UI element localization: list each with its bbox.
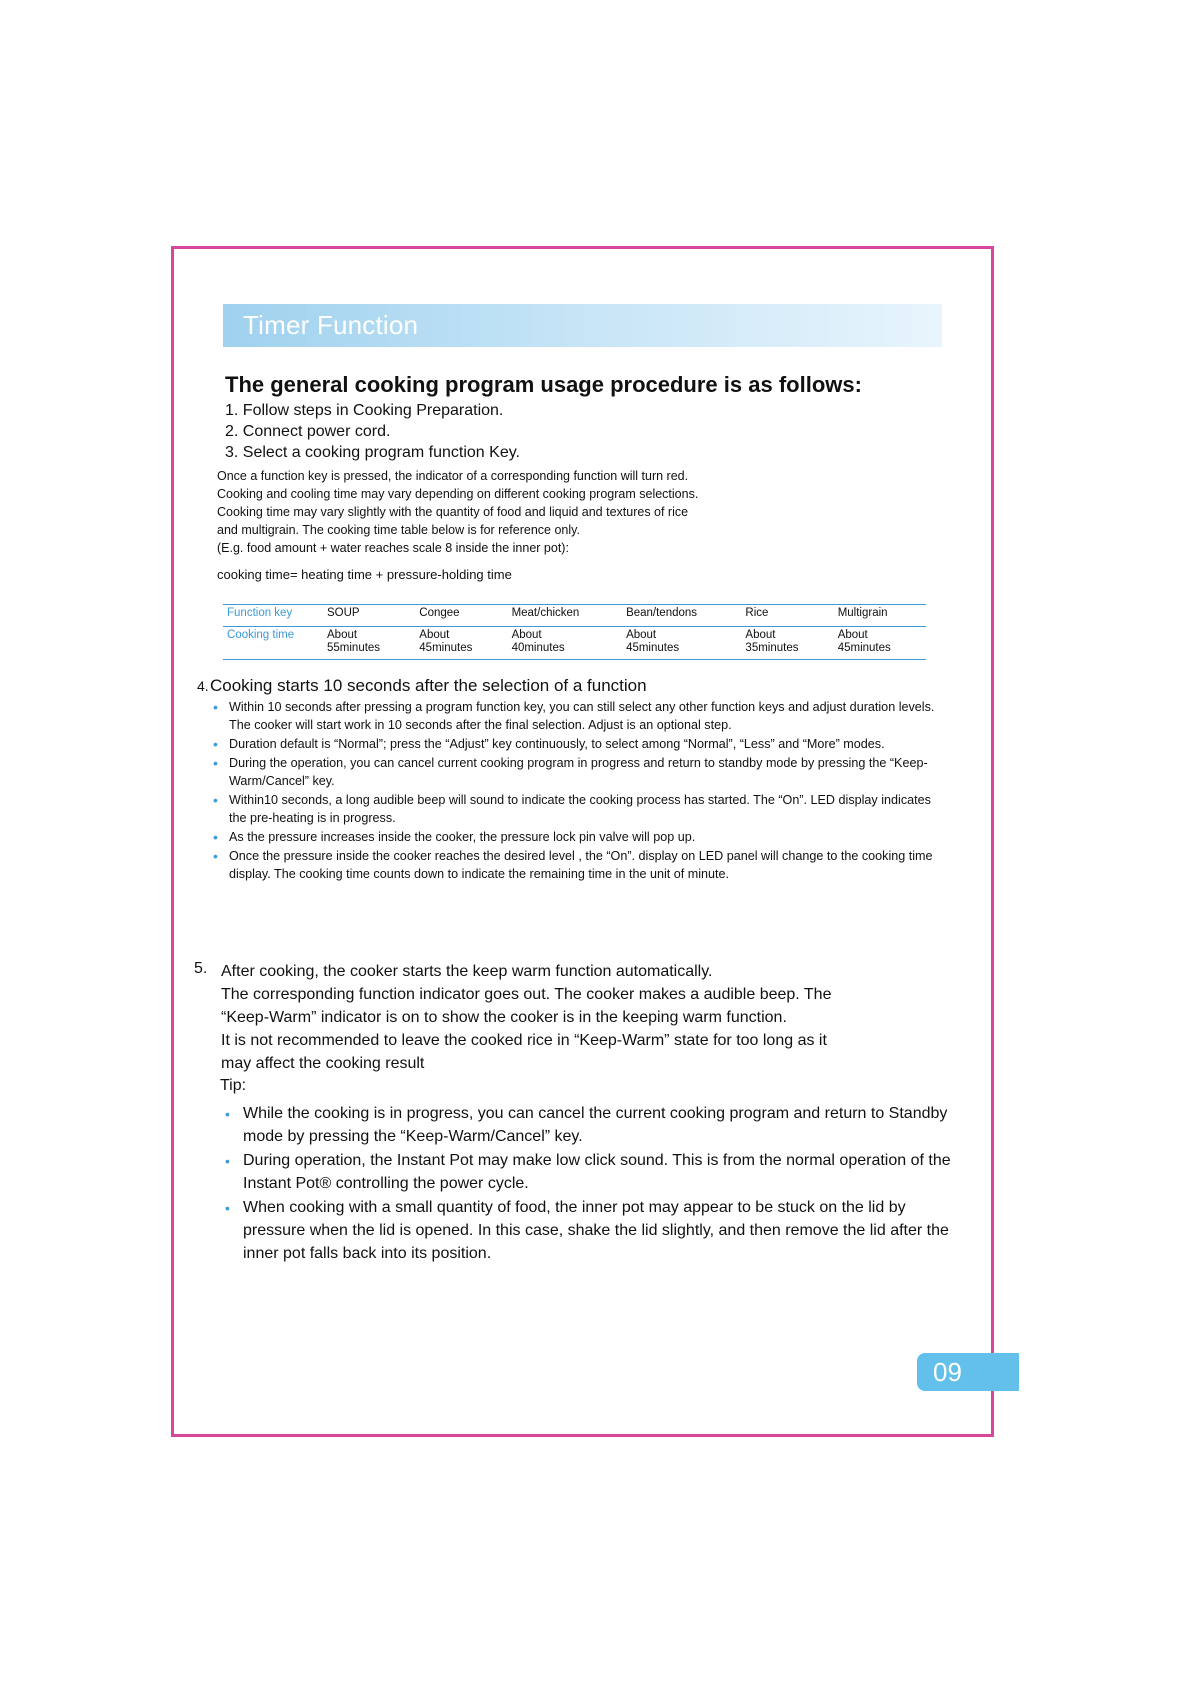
bullet-dot-icon: • [213,736,218,752]
table-cell: Bean/tendons [622,605,741,627]
bullet-dot-icon: • [213,848,218,864]
step5-line: It is not recommended to leave the cooked rice in “Keep-Warm” state for too long as it [221,1032,827,1049]
row-label: Cooking time [223,627,323,660]
step5-line: The corresponding function indicator goes out. The cooker makes a audible beep. The [221,986,832,1003]
step4-number: 4. [197,678,209,694]
section-title: Timer Function [243,310,419,340]
bullet-item: • Once the pressure inside the cooker reaches the desired level , the “On”. display on LED panel will change to the cooking time display. The cooking time counts down to indicate the remaining time in the unit of minute. [213,848,933,881]
steps-list [225,400,520,463]
step5-number: 5. [194,960,208,977]
intro-line: (E.g. food amount + water reaches scale 8 inside the inner pot): [217,541,569,555]
intro-line: Cooking and cooling time may vary depending on different cooking program selections. [217,487,699,501]
table-cell: About 40minutes [508,627,623,660]
table-cell: About 35minutes [741,627,833,660]
table-cell: About 45minutes [622,627,741,660]
table-cell: Congee [415,605,507,627]
table-cell: SOUP [323,605,415,627]
step-item: 3. Select a cooking program function Key. [225,444,520,461]
page-number-tab [917,1353,1019,1391]
bullet-item: • Within10 seconds, a long audible beep will sound to indicate the cooking process has started. The “On”. LED display indicates the pre-heating is in progress. [213,792,931,825]
cooking-time-formula: cooking time= heating time + pressure-holding time [217,567,512,582]
intro-line: Once a function key is pressed, the indicator of a corresponding function will turn red. [217,469,689,483]
table-row-cooking-time [223,627,926,660]
step5-line: After cooking, the cooker starts the keep warm function automatically. [221,963,713,980]
bullet-dot-icon: • [225,1153,230,1169]
bullet-item: • During the operation, you can cancel current cooking program in progress and return to standby mode by pressing the “Keep-Warm/Cancel” key. [213,755,928,788]
tip-item: • While the cooking is in progress, you can cancel the current cooking program and return to Standby mode by pressing the “Keep-Warm/Cancel” key. [225,1105,948,1145]
step5-text [221,960,921,1075]
tips-list [223,1102,953,1265]
step5-line: may affect the cooking result [221,1055,425,1072]
step4-title: Cooking starts 10 seconds after the selection of a function [210,676,647,695]
table-cell: Rice [741,605,833,627]
page-frame [171,246,994,1437]
table-cell: About 45minutes [415,627,507,660]
table-row-function-key [223,605,926,627]
bullet-dot-icon: • [225,1106,230,1122]
step4-bullets [211,698,951,883]
table-cell: Meat/chicken [508,605,623,627]
tip-item: • During operation, the Instant Pot may make low click sound. This is from the normal operation of the Instant Pot® controlling the power cycle. [225,1152,951,1192]
page-number: 09 [933,1357,962,1387]
bullet-item: • Within 10 seconds after pressing a program function key, you can still select any other function keys and adjust duration levels. The cooker will start work in 10 seconds after the final selection. Adjust is an optional step. [213,699,935,732]
section-banner [223,304,942,347]
intro-text [217,467,698,557]
table-cell: Multigrain [834,605,926,627]
procedure-heading: The general cooking program usage procedure is as follows: [225,372,862,397]
step-item: 1. Follow steps in Cooking Preparation. [225,402,504,419]
bullet-dot-icon: • [213,792,218,808]
intro-line: and multigrain. The cooking time table below is for reference only. [217,523,580,537]
bullet-dot-icon: • [213,755,218,771]
bullet-item: • Duration default is “Normal”; press the “Adjust” key continuously, to select among “Normal”, “Less” and “More” modes. [213,736,885,752]
table-cell: About 45minutes [834,627,926,660]
bullet-dot-icon: • [213,829,218,845]
step-item: 2. Connect power cord. [225,423,391,440]
bullet-item: • As the pressure increases inside the cooker, the pressure lock pin valve will pop up. [213,829,696,845]
tip-item: • When cooking with a small quantity of food, the inner pot may appear to be stuck on the lid by pressure when the lid is opened. In this case, shake the lid slightly, and then remove the lid after the inner pot falls back into its position. [225,1199,949,1262]
table-cell: About 55minutes [323,627,415,660]
bullet-dot-icon: • [213,699,218,715]
row-label: Function key [223,605,323,627]
cooking-time-table [223,604,926,660]
intro-line: Cooking time may vary slightly with the quantity of food and liquid and textures of rice [217,505,689,519]
step5-line: “Keep-Warm” indicator is on to show the cooker is in the keeping warm function. [221,1009,787,1026]
bullet-dot-icon: • [225,1200,230,1216]
tip-label: Tip: [220,1077,247,1094]
